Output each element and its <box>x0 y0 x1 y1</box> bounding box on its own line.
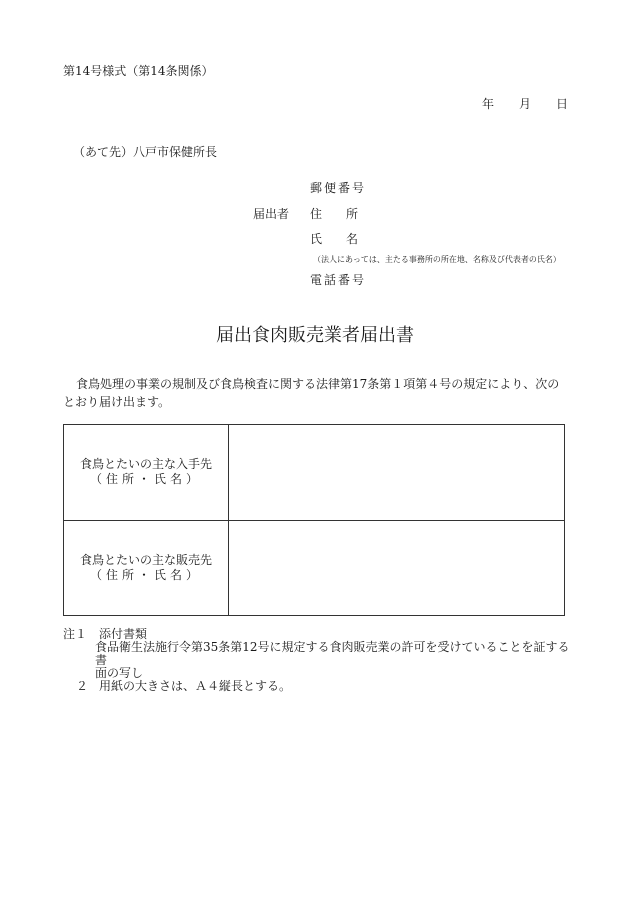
notifier-group-label: 届出者 <box>253 207 290 221</box>
date-year-label: 年 <box>482 97 495 111</box>
address-label: 住 所 <box>310 207 359 221</box>
table-row <box>64 520 565 616</box>
corporation-note: （法人にあっては、主たる事務所の所在地、名称及び代表者の氏名） <box>313 255 561 264</box>
supplier-value-cell[interactable] <box>229 425 565 521</box>
supplier-label-cell <box>64 425 229 521</box>
note-1-detail-line-1: 食品衛生法施行令第35条第12号に規定する食肉販売業の許可を受けていることを証する書 <box>95 640 570 667</box>
note-1-number: 注１ <box>63 627 88 641</box>
postal-code-label: 郵便番号 <box>310 181 367 195</box>
form-number: 第14号様式（第14条関係） <box>63 64 214 78</box>
note-1-detail-line-2: 面の写し <box>95 666 144 680</box>
date-month-label: 月 <box>519 97 532 111</box>
buyer-label: 食鳥とたいの主な販売先 <box>79 552 212 567</box>
buyer-value-cell[interactable] <box>229 520 565 616</box>
buyer-label-cell <box>64 520 229 616</box>
body-text: 食鳥処理の事業の規制及び食鳥検査に関する法律第17条第１項第４号の規定により、次のとおり届け出ます。 <box>63 377 560 409</box>
buyer-sub-label: （住所・氏名） <box>89 567 202 582</box>
supplier-label: 食鳥とたいの主な入手先 <box>79 457 212 472</box>
note-2-text: 用紙の大きさは、Ａ４縦長とする。 <box>99 679 292 693</box>
note-2 <box>63 680 570 693</box>
note-2-number: ２ <box>76 679 89 693</box>
info-table <box>63 424 565 616</box>
supplier-sub-label: （住所・氏名） <box>89 472 202 487</box>
phone-number-label: 電話番号 <box>310 273 367 287</box>
name-label: 氏 名 <box>310 232 359 246</box>
note-1-title: 添付書類 <box>99 627 148 641</box>
note-1-detail <box>63 641 570 680</box>
date-day-label: 日 <box>556 97 569 111</box>
addressee: （あて先）八戸市保健所長 <box>73 145 218 159</box>
document-title: 届出食肉販売業者届出書 <box>216 325 414 346</box>
notes-section <box>63 628 570 693</box>
table-row <box>64 425 565 521</box>
